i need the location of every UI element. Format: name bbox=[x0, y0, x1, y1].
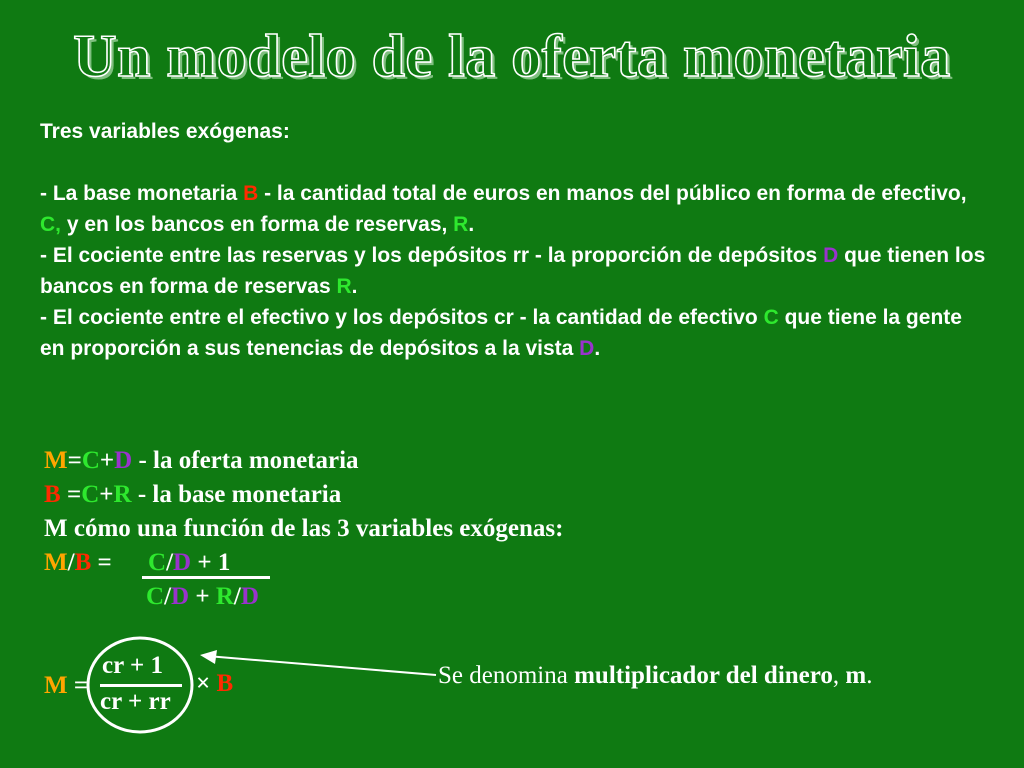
intro-item-rr: - El cociente entre las reservas y los depósitos rr - la proporción de depósitos D que tienen los bancos en forma de reservas R. bbox=[40, 244, 986, 298]
arrow-head bbox=[200, 650, 217, 664]
multiplier-numerator: cr + 1 bbox=[102, 652, 163, 679]
var-B: B bbox=[243, 182, 259, 205]
var-C: C bbox=[763, 306, 779, 329]
var-D: D bbox=[823, 244, 839, 267]
intro-heading: Tres variables exógenas: bbox=[40, 120, 290, 143]
slide-title: Un modelo de la oferta monetaria bbox=[73, 23, 951, 89]
multiplier-times-B: × B bbox=[196, 670, 234, 697]
ratio-lhs: M/B = bbox=[44, 549, 112, 576]
intro-item-cr: - El cociente entre el efectivo y los depósitos cr - la cantidad de efectivo C que tiene la gente en proporción a sus tenencias de depósitos a la vista D. bbox=[40, 306, 962, 360]
var-R: R bbox=[453, 213, 469, 236]
equation-money-supply: M=C+D - la oferta monetaria bbox=[44, 447, 359, 474]
ratio-denominator: C/D + R/D bbox=[146, 583, 259, 610]
var-D: D bbox=[579, 337, 595, 360]
multiplier-lhs: M = bbox=[44, 672, 89, 699]
var-R: R bbox=[336, 275, 352, 298]
arrow-line bbox=[207, 656, 436, 675]
multiplier-note: Se denomina multiplicador del dinero, m. bbox=[438, 662, 873, 689]
multiplier-circle bbox=[88, 638, 192, 732]
ratio-numerator: C/D + 1 bbox=[148, 549, 231, 576]
intro-item-base: - La base monetaria B - la cantidad total de euros en manos del público en forma de efectivo, C, y en los bancos en forma de reservas, R. bbox=[40, 182, 967, 236]
equation-monetary-base: B =C+R - la base monetaria bbox=[44, 481, 342, 508]
var-C: C, bbox=[40, 213, 61, 236]
equation-function-label: M cómo una función de las 3 variables exógenas: bbox=[44, 515, 564, 542]
multiplier-denominator: cr + rr bbox=[100, 688, 171, 715]
